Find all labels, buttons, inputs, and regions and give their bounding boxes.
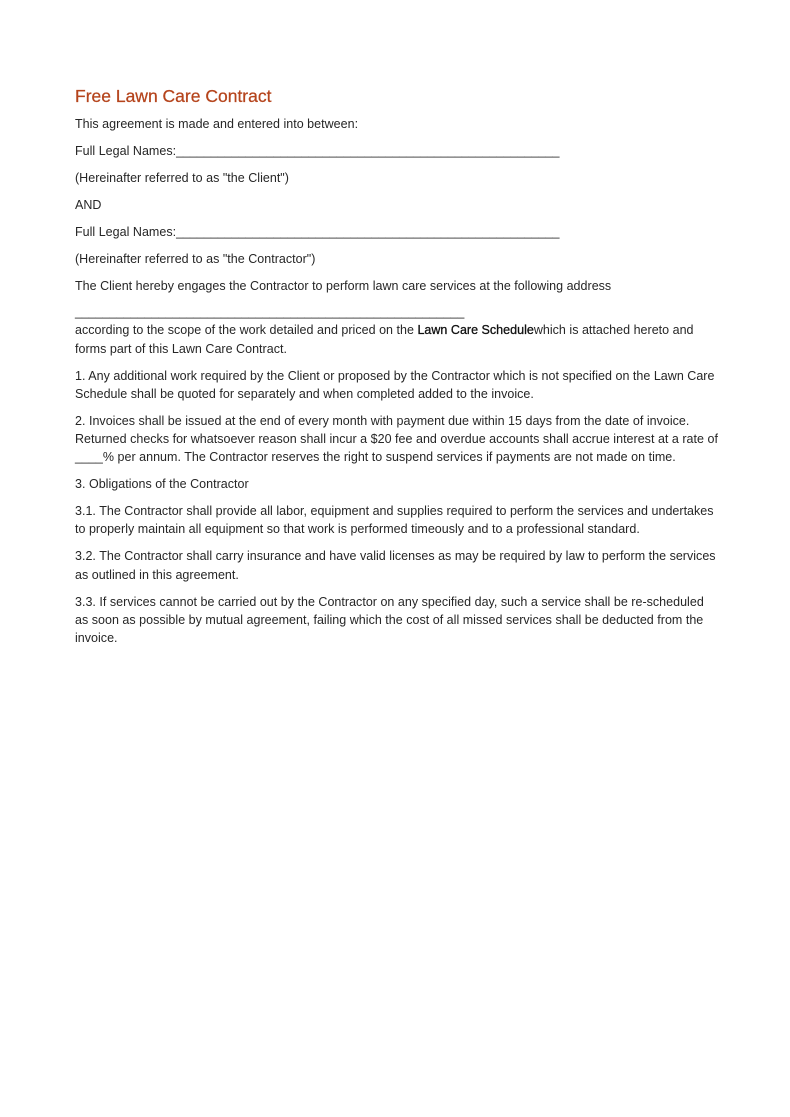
- clause-3-1: 3.1. The Contractor shall provide all labor, equipment and supplies required to perform the services and undertakes to properly maintain all equipment so that work is performed timeously and to a professional standard.: [75, 504, 714, 537]
- lawn-care-schedule-reference: Lawn Care Schedule: [417, 323, 534, 338]
- intro-text: This agreement is made and entered into between:: [75, 117, 359, 131]
- contractor-reference: (Hereinafter referred to as "the Contractor"): [75, 252, 316, 266]
- engage-text: The Client hereby engages the Contractor to perform lawn care services at the following address: [75, 279, 612, 293]
- clause-3-heading: 3. Obligations of the Contractor: [75, 477, 249, 492]
- clause-2: 2. Invoices shall be issued at the end of every month with payment due within 15 days from the date of invoice. Returned checks for whatsoever reason shall incur a $20 fee and overdue accounts shall accrue interest at a rate of ____% per annum. The Contractor reserves the right to suspend services if payments are not made on time.: [75, 413, 718, 465]
- and-text: AND: [75, 198, 102, 212]
- document-title: Free Lawn Care Contract: [75, 86, 272, 106]
- address-field: ________________________________________________________: [75, 305, 465, 320]
- clause-1: 1. Any additional work required by the Client or proposed by the Contractor which is not specified on the Lawn Care Schedule shall be quoted for separately and when completed added to the invoice.: [75, 368, 715, 401]
- scope-text-after: which is attached hereto and forms part of this Lawn Care Contract.: [75, 323, 694, 356]
- document-page: [75, 84, 720, 656]
- contractor-name-field: Full Legal Names:_______________________________________________________: [75, 225, 560, 239]
- client-reference: (Hereinafter referred to as "the Client"): [75, 171, 289, 185]
- scope-paragraph: [75, 321, 720, 357]
- clause-3-2: 3.2. The Contractor shall carry insurance and have valid licenses as may be required by law to perform the services as outlined in this agreement.: [75, 549, 716, 582]
- client-name-field: Full Legal Names:_______________________________________________________: [75, 144, 560, 158]
- scope-text-before: according to the scope of the work detailed and priced on the: [75, 323, 418, 338]
- clause-3-3: 3.3. If services cannot be carried out by the Contractor on any specified day, such a service shall be re-scheduled as soon as possible by mutual agreement, failing which the cost of all missed services shall be deducted from the invoice.: [75, 594, 704, 646]
